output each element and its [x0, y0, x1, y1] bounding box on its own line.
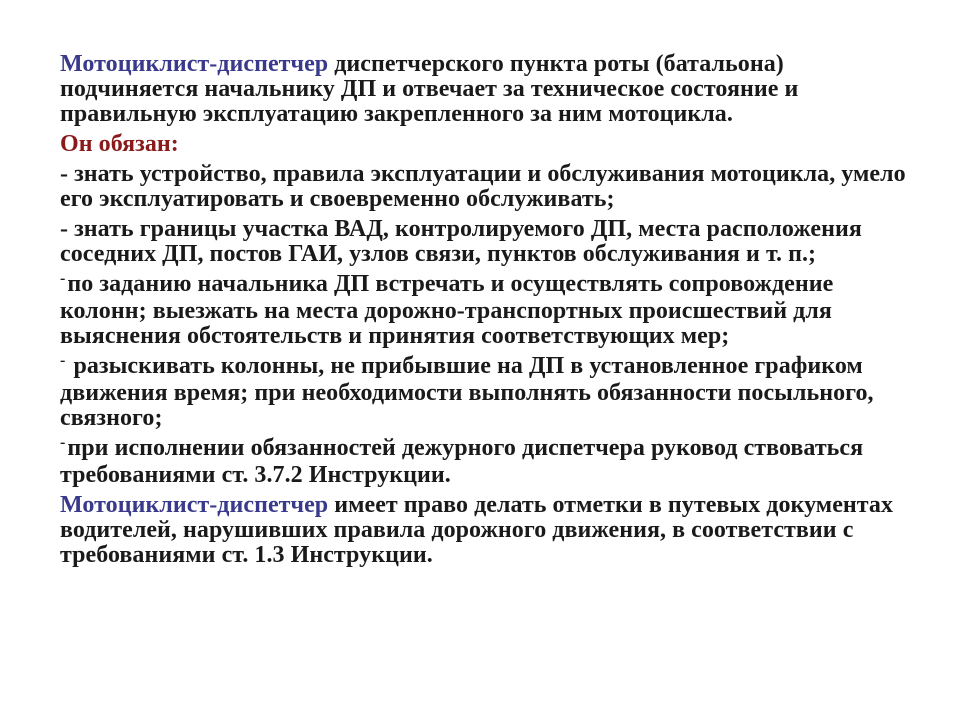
slide-content [60, 52, 920, 573]
intro-text: диспетчерского пункта роты (батальона) подчиняется начальнику ДП и отвечает за техническое состояние и правильную эксплуатацию закрепленного за ним мотоцикла. [60, 51, 799, 127]
duty-item [60, 162, 920, 212]
duty-dash: - [60, 352, 66, 369]
duty-dash: - [60, 270, 66, 287]
duty-item [60, 436, 920, 488]
duty-dash: - [60, 161, 75, 187]
rights-text: имеет право делать отметки в путевых документах водителей, нарушивших правила дорожного движения, в соответствии с требованиями ст. 1.3 Инструкции. [60, 492, 894, 568]
duties-heading: Он обязан: [60, 131, 179, 157]
duty-item [60, 217, 920, 267]
duty-text: по заданию начальника ДП встречать и осуществлять сопровождение колонн; выезжать на места дорожно-транспортных происшествий для выяснения обстоятельств и принятия соответствующих мер; [60, 271, 834, 349]
duty-text: разыскивать колонны, не прибывшие на ДП в установленное графиком движения время; при необходимости выполнять обязанности посыльного, связного; [60, 353, 874, 431]
duty-dash: - [60, 434, 66, 451]
role-title: Мотоциклист-диспетчер [60, 51, 329, 77]
duty-item [60, 354, 920, 431]
intro-paragraph [60, 52, 920, 127]
duty-dash: - [60, 216, 75, 242]
duty-item [60, 272, 920, 349]
rights-paragraph [60, 493, 920, 568]
role-title: Мотоциклист-диспетчер [60, 492, 329, 518]
duty-text: знать устройство, правила эксплуатации и обслуживания мотоцикла, умело его эксплуатировать и своевременно обслуживать; [60, 161, 906, 212]
duty-text: при исполнении обязанностей дежурного диспетчера руковод ствоваться требованиями ст. 3.7.2 Инструкции. [60, 435, 864, 488]
duty-text: знать границы участка ВАД, контролируемого ДП, места расположения соседних ДП, постов ГАИ, узлов связи, пунктов обслуживания и т. п.; [60, 216, 862, 267]
